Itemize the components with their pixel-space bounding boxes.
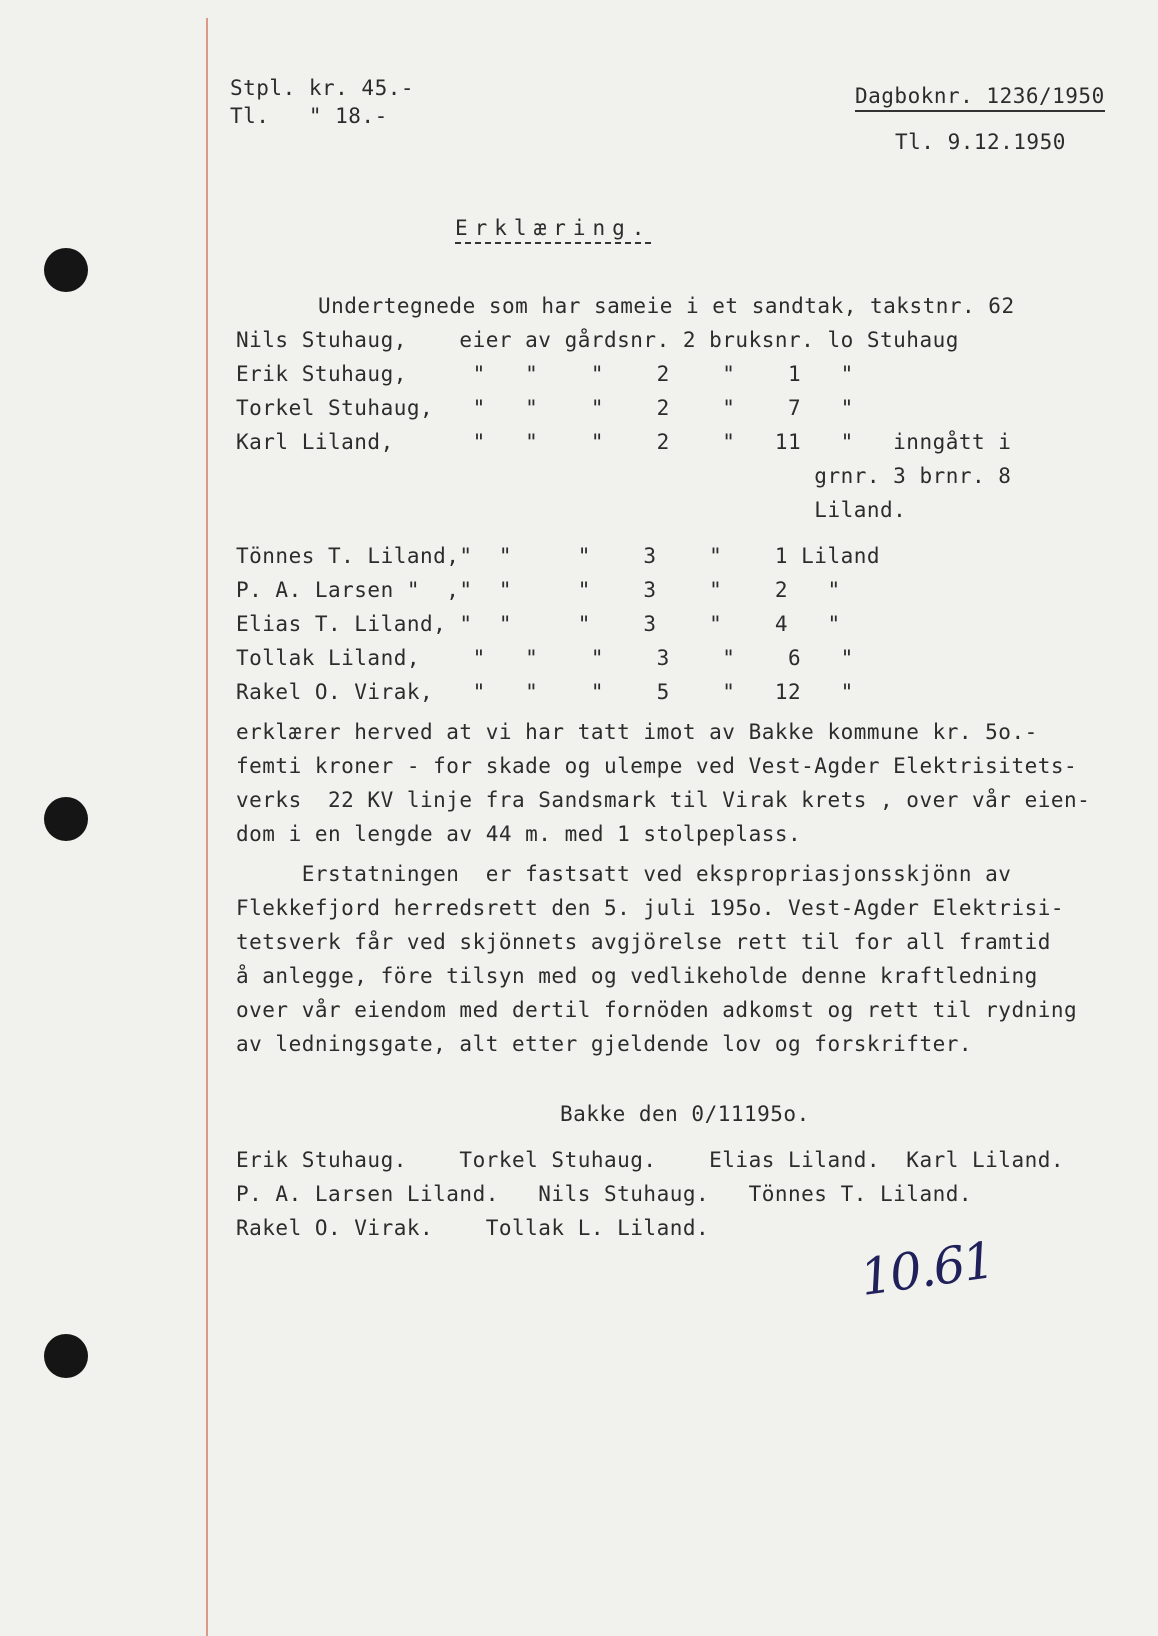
body-line: Undertegnede som har sameie i et sandtak, takstnr. 62 <box>318 294 1015 318</box>
body-line: Torkel Stuhaug, " " " 2 " 7 " <box>236 396 854 420</box>
signature-line: Rakel O. Virak. Tollak L. Liland. <box>236 1216 710 1240</box>
body-line: Tönnes T. Liland," " " 3 " 1 Liland <box>236 544 881 568</box>
body-line: femti kroner - for skade og ulempe ved Vest-Agder Elektrisitets- <box>236 754 1078 778</box>
body-line: erklærer herved at vi har tatt imot av Bakke kommune kr. 5o.- <box>236 720 1038 744</box>
body-line: Liland. <box>236 498 907 522</box>
body-line: over vår eiendom med dertil fornöden adkomst og rett til rydning <box>236 998 1078 1022</box>
body-line: Flekkefjord herredsrett den 5. juli 195o. Vest-Agder Elektrisi- <box>236 896 1065 920</box>
body-line: Tollak Liland, " " " 3 " 6 " <box>236 646 854 670</box>
body-line: Rakel O. Virak, " " " 5 " 12 " <box>236 680 854 704</box>
document-title: Erklæring. <box>455 216 651 244</box>
body-line: Nils Stuhaug, eier av gårdsnr. 2 bruksnr. lo Stuhaug <box>236 328 959 352</box>
body-line: Erik Stuhaug, " " " 2 " 1 " <box>236 362 854 386</box>
body-line: å anlegge, före tilsyn med og vedlikeholde denne kraftledning <box>236 964 1038 988</box>
body-line: av ledningsgate, alt etter gjeldende lov og forskrifter. <box>236 1032 973 1056</box>
body-line: Elias T. Liland, " " " 3 " 4 " <box>236 612 841 636</box>
tl-fee: Tl. " 18.- <box>230 104 388 128</box>
place-date: Bakke den 0/11195o. <box>560 1102 810 1126</box>
body-line: verks 22 KV linje fra Sandsmark til Virak krets , over vår eien- <box>236 788 1091 812</box>
punch-hole <box>44 248 88 292</box>
stamp-fee: Stpl. kr. 45.- <box>230 76 415 100</box>
body-line: grnr. 3 brnr. 8 <box>236 464 1012 488</box>
body-line: Erstatningen er fastsatt ved ekspropriasjonsskjönn av <box>236 862 1012 886</box>
tl-date: Tl. 9.12.1950 <box>895 130 1066 154</box>
margin-rule <box>206 18 208 1636</box>
punch-hole <box>44 797 88 841</box>
punch-hole <box>44 1334 88 1378</box>
body-line: dom i en lengde av 44 m. med 1 stolpeplass. <box>236 822 802 846</box>
signature-line: Erik Stuhaug. Torkel Stuhaug. Elias Liland. Karl Liland. <box>236 1148 1065 1172</box>
handwritten-mark: 10.61 <box>856 1231 997 1307</box>
dagbok-number: Dagboknr. 1236/1950 <box>855 84 1105 112</box>
body-line: P. A. Larsen " ," " " 3 " 2 " <box>236 578 841 602</box>
signature-line: P. A. Larsen Liland. Nils Stuhaug. Tönnes T. Liland. <box>236 1182 973 1206</box>
body-line: Karl Liland, " " " 2 " 11 " inngått i <box>236 430 1012 454</box>
body-line: tetsverk får ved skjönnets avgjörelse rett til for all framtid <box>236 930 1051 954</box>
